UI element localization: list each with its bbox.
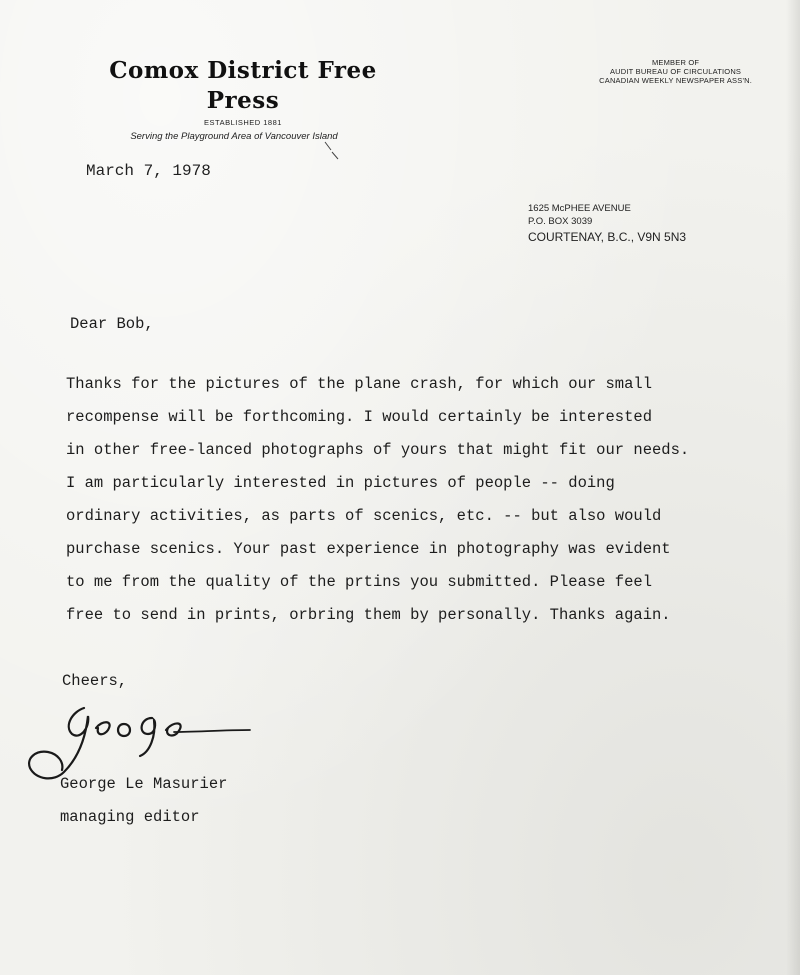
body-line: I am particularly interested in pictures of people -- doing — [66, 474, 615, 492]
tagline: Serving the Playground Area of Vancouver Island — [130, 131, 338, 142]
body-line: ordinary activities, as parts of scenics, etc. -- but also would — [66, 507, 662, 525]
address-street: 1625 McPHEE AVENUE — [528, 203, 631, 214]
membership-block — [599, 58, 752, 85]
membership-line: MEMBER OF — [651, 58, 700, 67]
established-line: ESTABLISHED 1881 — [204, 118, 282, 127]
letterhead — [88, 56, 398, 142]
body-line: in other free-lanced photographs of yours that might fit our needs. — [66, 441, 690, 459]
newspaper-name: Comox District Free Press — [109, 57, 377, 114]
address-po-box: P.O. BOX 3039 — [528, 216, 593, 227]
signer-name: George Le Masurier — [60, 775, 228, 793]
letter-date: March 7, 1978 — [86, 162, 211, 180]
signer-title: managing editor — [60, 808, 200, 826]
return-address — [528, 202, 686, 246]
page-edge-shadow — [786, 0, 800, 975]
body-line: free to send in prints, orbring them by personally. Thanks again. — [66, 606, 671, 624]
body-line: Thanks for the pictures of the plane crash, for which our small — [66, 375, 652, 393]
salutation: Dear Bob, — [70, 315, 154, 333]
body-line: purchase scenics. Your past experience in photography was evident — [66, 540, 671, 558]
membership-line: AUDIT BUREAU OF CIRCULATIONS — [609, 67, 742, 76]
body-line: recompense will be forthcoming. I would certainly be interested — [66, 408, 652, 426]
closing: Cheers, — [62, 672, 128, 690]
body-line: to me from the quality of the prtins you submitted. Please feel — [66, 573, 652, 591]
address-city: COURTENAY, B.C., V9N 5N3 — [528, 230, 687, 244]
membership-line: CANADIAN WEEKLY NEWSPAPER ASS'N. — [599, 76, 752, 85]
stray-mark-icon — [322, 140, 342, 162]
letter-body — [66, 368, 766, 632]
